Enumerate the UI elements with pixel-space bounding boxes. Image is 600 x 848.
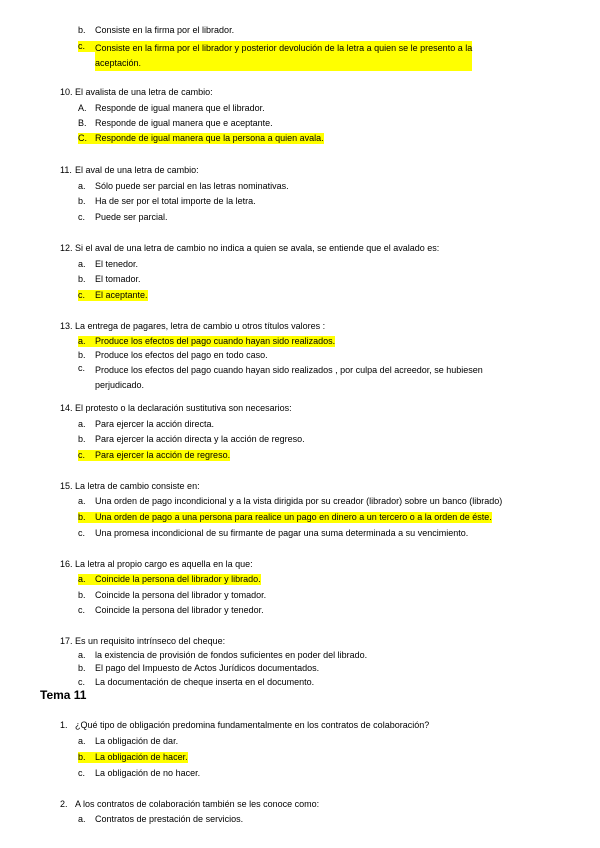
option-text-line: Produce los efectos del pago en todo caso. <box>95 350 268 360</box>
option-text-line: El pago del Impuesto de Actos Jurídicos documentados. <box>95 663 320 673</box>
option-text <box>95 350 268 361</box>
question-title <box>60 87 213 98</box>
question-title <box>60 481 200 492</box>
option-text <box>95 103 265 114</box>
option-text <box>95 736 178 747</box>
option-text <box>95 196 256 207</box>
option-text-line: Para ejercer la acción directa y la acción de regreso. <box>95 434 305 444</box>
option-text <box>95 133 324 144</box>
option-letter: a. <box>78 650 86 660</box>
option-text-line: Una orden de pago a una persona para realice un pago en dinero a un tercero o a la orden de éste. <box>95 512 492 522</box>
option-text <box>95 25 234 36</box>
option-text <box>95 212 168 223</box>
answer-option <box>78 590 266 601</box>
answer-option <box>78 419 214 430</box>
option-text-line: La documentación de cheque inserta en el documento. <box>95 677 315 687</box>
option-letter: a. <box>78 419 86 429</box>
option-letter: b. <box>78 434 86 444</box>
answer-option-highlighted <box>78 752 188 763</box>
option-text <box>95 41 472 71</box>
option-text-line: Una orden de pago incondicional y a la vista dirigida por su creador (librador) sobre un banco (librado) <box>95 496 503 506</box>
option-letter: a. <box>78 574 95 585</box>
answer-option <box>78 650 367 661</box>
answer-option <box>78 768 200 779</box>
question-text: La letra al propio cargo es aquella en la que: <box>75 559 253 569</box>
option-text <box>95 574 261 585</box>
answer-option-highlighted <box>78 574 261 585</box>
option-letter: c. <box>78 768 86 778</box>
answer-option <box>78 350 268 361</box>
option-text <box>95 181 289 192</box>
option-text-line: El tomador. <box>95 274 141 284</box>
option-letter: b. <box>78 350 86 360</box>
option-text <box>95 590 266 601</box>
option-letter: c. <box>78 677 86 687</box>
answer-option-highlighted <box>78 450 230 461</box>
option-text-line: El aceptante. <box>95 290 148 300</box>
question-number: 1. <box>60 720 68 730</box>
option-text-line: Responde de igual manera que la persona a quien avala. <box>95 133 324 143</box>
option-text <box>95 752 188 763</box>
option-text-line: Responde de igual manera que e aceptante. <box>95 118 273 128</box>
option-text-line: Para ejercer la acción directa. <box>95 419 215 429</box>
option-text <box>95 336 335 347</box>
question-title <box>60 243 439 254</box>
option-text <box>95 434 305 445</box>
option-letter: b. <box>78 274 86 284</box>
option-letter: c. <box>78 290 95 301</box>
option-text <box>95 768 200 779</box>
option-text <box>95 496 502 507</box>
option-text-line: Puede ser parcial. <box>95 212 168 222</box>
option-letter: a. <box>78 814 86 824</box>
question-number: 2. <box>60 799 68 809</box>
option-letter: b. <box>78 663 86 673</box>
option-text-line-2: aceptación. <box>95 58 142 68</box>
answer-option <box>78 814 243 825</box>
question-text: Si el aval de una letra de cambio no indica a quien se avala, se entiende que el avalado es: <box>75 243 440 253</box>
question-number: 10. <box>60 87 73 97</box>
option-letter: b. <box>78 512 95 523</box>
option-letter: c. <box>78 212 86 222</box>
option-letter: b. <box>78 590 86 600</box>
option-text-line: El tenedor. <box>95 259 139 269</box>
option-text-line: Coincide la persona del librador y tomador. <box>95 590 267 600</box>
option-letter: b. <box>78 25 86 35</box>
question-text: El avalista de una letra de cambio: <box>75 87 213 97</box>
option-text-line: Una promesa incondicional de su firmante de pagar una suma determinada a su vencimiento. <box>95 528 469 538</box>
option-text <box>95 274 141 285</box>
answer-option <box>78 103 265 114</box>
option-text-line: Coincide la persona del librador y tenedor. <box>95 605 264 615</box>
question-number: 16. <box>60 559 73 569</box>
option-text <box>95 650 367 661</box>
option-text-line: La obligación de dar. <box>95 736 179 746</box>
option-text <box>95 450 230 461</box>
option-text <box>95 605 264 616</box>
question-number: 14. <box>60 403 73 413</box>
option-text-line: Sólo puede ser parcial en las letras nominativas. <box>95 181 289 191</box>
option-text <box>95 259 138 270</box>
question-number: 13. <box>60 321 73 331</box>
question-text: La entrega de pagares, letra de cambio u otros títulos valores : <box>75 321 326 331</box>
option-text <box>95 677 314 688</box>
option-text <box>95 528 468 539</box>
option-text-line: la existencia de provisión de fondos suficientes en poder del librado. <box>95 650 368 660</box>
question-number: 11. <box>60 165 72 175</box>
answer-option <box>78 434 305 445</box>
option-letter: c. <box>78 450 95 461</box>
answer-option-highlighted <box>78 133 324 144</box>
option-text-line: Ha de ser por el total importe de la letra. <box>95 196 256 206</box>
option-letter: c. <box>78 363 86 373</box>
question-title <box>60 403 292 414</box>
option-letter: A. <box>78 103 87 113</box>
answer-option <box>78 528 468 539</box>
question-number: 17. <box>60 636 73 646</box>
question-text: La letra de cambio consiste en: <box>75 481 200 491</box>
option-letter: c. <box>78 605 86 615</box>
option-text-line-2: perjudicado. <box>95 380 145 390</box>
option-text-line: La obligación de no hacer. <box>95 768 201 778</box>
question-title <box>60 321 325 332</box>
question-number: 12. <box>60 243 73 253</box>
question-title <box>60 559 253 570</box>
answer-option <box>78 363 483 393</box>
option-letter: a. <box>78 496 86 506</box>
option-text-line: La obligación de hacer. <box>95 752 188 762</box>
option-text-line: Consiste en la firma por el librador y posterior devolución de la letra a quien se le presento a la <box>95 43 473 53</box>
option-text-line: Responde de igual manera que el librador. <box>95 103 265 113</box>
answer-option <box>78 605 264 616</box>
option-letter: B. <box>78 118 87 128</box>
option-text <box>95 290 148 301</box>
question-title <box>60 720 429 731</box>
option-text <box>95 363 483 393</box>
question-text: A los contratos de colaboración también se les conoce como: <box>75 799 320 809</box>
option-letter: a. <box>78 736 86 746</box>
section-heading: Tema 11 <box>40 688 87 702</box>
option-letter: a. <box>78 336 95 347</box>
answer-option-highlighted <box>78 290 148 301</box>
answer-option-highlighted <box>78 336 335 347</box>
option-text-line: Contratos de prestación de servicios. <box>95 814 244 824</box>
option-text <box>95 512 492 523</box>
answer-option <box>78 736 178 747</box>
question-title <box>60 799 319 810</box>
option-text <box>95 814 243 825</box>
option-letter: a. <box>78 259 86 269</box>
option-text-line: Produce los efectos del pago cuando hayan sido realizados , por culpa del acreedor, se hubiesen <box>95 365 483 375</box>
answer-option <box>78 212 168 223</box>
question-text: El protesto o la declaración sustitutiva son necesarios: <box>75 403 292 413</box>
question-text: Es un requisito intrínseco del cheque: <box>75 636 226 646</box>
option-letter: a. <box>78 181 86 191</box>
question-text: ¿Qué tipo de obligación predomina fundamentalmente en los contratos de colaboración? <box>75 720 430 730</box>
option-letter: c. <box>78 528 86 538</box>
answer-option <box>78 496 502 507</box>
question-text: El aval de una letra de cambio: <box>75 165 199 175</box>
answer-option <box>78 196 256 207</box>
option-letter: C. <box>78 133 95 144</box>
option-letter: c. <box>78 41 95 52</box>
answer-option <box>78 663 319 674</box>
option-letter: b. <box>78 752 95 763</box>
option-text-line: Coincide la persona del librador y librado. <box>95 574 261 584</box>
question-number: 15. <box>60 481 73 491</box>
answer-option <box>78 25 234 36</box>
option-letter: b. <box>78 196 86 206</box>
answer-option <box>78 181 289 192</box>
option-text <box>95 118 273 129</box>
option-text-line: Produce los efectos del pago cuando hayan sido realizados. <box>95 336 336 346</box>
answer-option <box>78 677 314 688</box>
answer-option <box>78 118 273 129</box>
answer-option-highlighted <box>78 41 472 71</box>
answer-option-highlighted <box>78 512 492 523</box>
option-text-line: Consiste en la firma por el librador. <box>95 25 235 35</box>
option-text-line: Para ejercer la acción de regreso. <box>95 450 231 460</box>
question-title <box>60 636 225 647</box>
answer-option <box>78 274 141 285</box>
answer-option <box>78 259 138 270</box>
option-text <box>95 419 214 430</box>
option-text <box>95 663 319 674</box>
question-title <box>60 165 199 176</box>
